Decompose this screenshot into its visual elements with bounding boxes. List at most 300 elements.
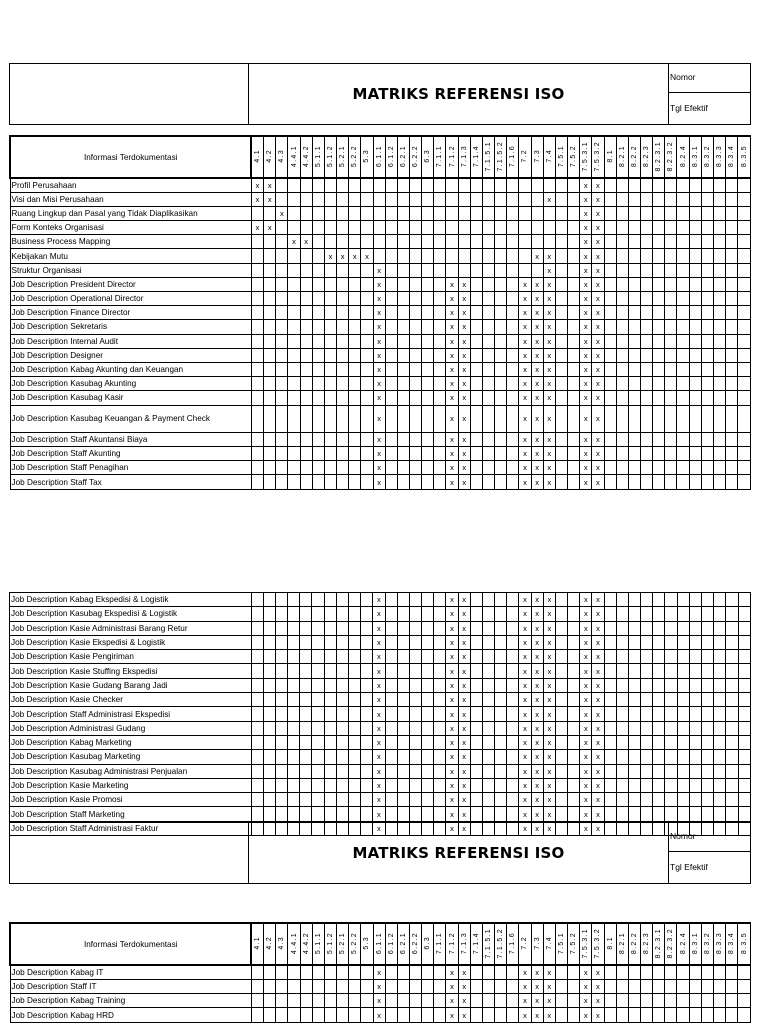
matrix-cell (495, 447, 507, 461)
matrix-cell (275, 635, 287, 649)
matrix-cell (470, 650, 482, 664)
matrix-cell (689, 650, 701, 664)
matrix-cell (336, 678, 348, 692)
matrix-cell (397, 750, 409, 764)
matrix-cell (251, 764, 263, 778)
matrix-cell (300, 334, 312, 348)
matrix-cell (604, 994, 616, 1008)
matrix-cell (312, 461, 324, 475)
matrix-cell (482, 593, 494, 607)
matrix-cell (495, 764, 507, 778)
matrix-cell (738, 391, 751, 405)
matrix-cell (677, 306, 689, 320)
matrix-cell-marked: x (288, 235, 300, 249)
matrix-cell (251, 206, 263, 220)
matrix-cell (519, 206, 531, 220)
iso-clause-label: 6.2.2 (412, 144, 420, 168)
matrix-cell (568, 249, 580, 263)
matrix-cell (640, 362, 652, 376)
matrix-cell (264, 249, 276, 263)
matrix-row (10, 178, 751, 192)
matrix-cell (640, 235, 652, 249)
matrix-cell (519, 178, 531, 192)
matrix-cell (507, 263, 519, 277)
matrix-cell (616, 721, 628, 735)
matrix-cell (555, 707, 567, 721)
matrix-cell (701, 994, 713, 1008)
matrix-cell-marked: x (458, 678, 470, 692)
matrix-cell (251, 965, 263, 979)
matrix-cell-marked: x (458, 721, 470, 735)
matrix-cell (616, 334, 628, 348)
matrix-cell (482, 235, 494, 249)
matrix-cell (470, 793, 482, 807)
document-label: Job Description Kabag Marketing (10, 735, 252, 749)
document-label: Ruang Lingkup dan Pasal yang Tidak Diaplikasikan (10, 206, 251, 220)
matrix-cell (397, 965, 409, 979)
matrix-cell (628, 221, 640, 235)
matrix-cell (701, 650, 713, 664)
matrix-cell (555, 405, 567, 432)
matrix-cell (275, 593, 287, 607)
matrix-cell-marked: x (519, 461, 531, 475)
matrix-cell (689, 1008, 701, 1022)
matrix-cell (482, 292, 494, 306)
matrix-cell (312, 447, 324, 461)
matrix-cell-marked: x (446, 979, 458, 993)
matrix-cell (361, 235, 373, 249)
matrix-cell (677, 721, 689, 735)
matrix-cell (713, 475, 725, 489)
matrix-cell (470, 678, 482, 692)
matrix-cell (349, 391, 361, 405)
matrix-cell (312, 593, 324, 607)
matrix-cell (361, 348, 373, 362)
matrix-cell (665, 721, 677, 735)
matrix-cell (738, 320, 751, 334)
matrix-cell (300, 750, 312, 764)
matrix-cell (276, 447, 288, 461)
iso-clause-header (592, 136, 604, 178)
matrix-cell (726, 362, 738, 376)
matrix-cell (361, 750, 373, 764)
iso-clause-header (264, 923, 276, 965)
matrix-cell-marked: x (373, 693, 385, 707)
matrix-cell (689, 432, 701, 446)
matrix-cell (409, 635, 421, 649)
matrix-cell (349, 377, 361, 391)
matrix-cell (300, 607, 312, 621)
matrix-row (10, 979, 751, 993)
matrix-cell-marked: x (592, 320, 604, 334)
matrix-cell-marked: x (373, 621, 385, 635)
matrix-cell (434, 461, 446, 475)
matrix-cell (677, 607, 689, 621)
matrix-cell (482, 793, 494, 807)
matrix-cell (726, 764, 738, 778)
document-label: Job Description Kabag Training (10, 994, 251, 1008)
matrix-cell (300, 778, 312, 792)
matrix-cell (628, 475, 640, 489)
matrix-cell-marked: x (592, 334, 604, 348)
matrix-cell (495, 263, 507, 277)
matrix-cell (495, 192, 507, 206)
matrix-cell (665, 277, 677, 291)
matrix-cell (653, 391, 665, 405)
matrix-cell (324, 621, 336, 635)
matrix-cell-marked: x (519, 348, 531, 362)
matrix-cell (568, 678, 580, 692)
matrix-cell (422, 391, 434, 405)
matrix-cell (604, 475, 616, 489)
matrix-cell (640, 221, 652, 235)
matrix-cell (689, 461, 701, 475)
matrix-cell (434, 807, 446, 821)
matrix-cell (713, 391, 725, 405)
iso-clause-label: 8.3.1 (691, 931, 699, 955)
matrix-cell (264, 475, 276, 489)
matrix-cell-marked: x (592, 1008, 604, 1022)
matrix-cell (470, 721, 482, 735)
matrix-cell (628, 447, 640, 461)
matrix-row (10, 306, 751, 320)
matrix-cell-marked: x (592, 721, 604, 735)
matrix-cell (251, 778, 263, 792)
matrix-cell (397, 807, 409, 821)
iso-clause-label: 5.2.1 (339, 144, 347, 168)
matrix-cell (385, 362, 397, 376)
matrix-cell (665, 221, 677, 235)
matrix-row (10, 221, 751, 235)
matrix-cell-marked: x (531, 277, 543, 291)
matrix-cell (701, 377, 713, 391)
matrix-cell (276, 263, 288, 277)
iso-clause-label: 7.1.6 (509, 144, 517, 168)
matrix-cell (495, 778, 507, 792)
iso-clause-header (555, 923, 567, 965)
matrix-cell (410, 263, 422, 277)
matrix-cell (458, 206, 470, 220)
matrix-cell-marked: x (531, 432, 543, 446)
iso-clause-header (312, 136, 324, 178)
matrix-cell (434, 391, 446, 405)
matrix-cell-marked: x (373, 277, 385, 291)
matrix-cell (349, 793, 361, 807)
matrix-cell (495, 965, 507, 979)
matrix-cell (434, 447, 446, 461)
matrix-cell (337, 206, 349, 220)
matrix-row (10, 405, 751, 432)
matrix-cell-marked: x (373, 362, 385, 376)
matrix-cell (373, 178, 385, 192)
matrix-cell (276, 461, 288, 475)
matrix-cell (470, 432, 482, 446)
matrix-cell (555, 447, 567, 461)
matrix-cell (701, 192, 713, 206)
matrix-cell (409, 693, 421, 707)
matrix-cell-marked: x (458, 391, 470, 405)
matrix-cell (422, 206, 434, 220)
matrix-cell (251, 621, 263, 635)
matrix-cell (495, 807, 507, 821)
matrix-cell (628, 206, 640, 220)
matrix-cell (677, 793, 689, 807)
matrix-cell-marked: x (300, 235, 312, 249)
matrix-cell-marked: x (592, 821, 604, 835)
matrix-cell (349, 206, 361, 220)
matrix-cell (714, 621, 726, 635)
matrix-cell-marked: x (531, 405, 543, 432)
matrix-cell (264, 405, 276, 432)
matrix-cell (665, 1008, 677, 1022)
matrix-cell (300, 263, 312, 277)
matrix-cell (349, 607, 361, 621)
matrix-cell (628, 678, 640, 692)
matrix-cell (641, 750, 653, 764)
matrix-cell-marked: x (519, 607, 531, 621)
matrix-cell (568, 178, 580, 192)
matrix-cell-marked: x (543, 807, 555, 821)
matrix-cell (337, 235, 349, 249)
iso-clause-label: 7.1.3 (460, 144, 468, 168)
matrix-cell-marked: x (531, 650, 543, 664)
matrix-cell (385, 650, 397, 664)
matrix-cell-marked: x (531, 807, 543, 821)
iso-clause-header (507, 923, 519, 965)
matrix-cell (640, 447, 652, 461)
matrix-cell-marked: x (458, 292, 470, 306)
matrix-cell-marked: x (531, 979, 543, 993)
matrix-cell (434, 405, 446, 432)
matrix-cell (677, 377, 689, 391)
iso-clause-label: 7.5.2 (570, 931, 578, 955)
matrix-cell (288, 793, 300, 807)
matrix-cell (604, 277, 616, 291)
matrix-cell (677, 707, 689, 721)
iso-clause-header (713, 923, 725, 965)
matrix-cell (726, 750, 738, 764)
matrix-cell-marked: x (592, 979, 604, 993)
matrix-cell-marked: x (592, 377, 604, 391)
matrix-cell (701, 263, 713, 277)
matrix-cell (628, 277, 640, 291)
matrix-cell (251, 306, 263, 320)
matrix-cell (300, 664, 312, 678)
matrix-cell-marked: x (458, 362, 470, 376)
matrix-cell (397, 447, 409, 461)
matrix-cell (665, 391, 677, 405)
matrix-cell (665, 377, 677, 391)
matrix-cell (251, 405, 263, 432)
matrix-cell (701, 405, 713, 432)
matrix-cell (409, 807, 421, 821)
matrix-cell (251, 320, 263, 334)
iso-clause-label: 7.2 (521, 936, 529, 950)
matrix-cell (264, 391, 276, 405)
matrix-cell (288, 678, 300, 692)
document-label: Job Description Kasie Administrasi Barang Retur (10, 621, 252, 635)
matrix-cell (312, 807, 324, 821)
matrix-cell (349, 750, 361, 764)
iso-clause-header (276, 923, 288, 965)
matrix-cell (714, 793, 726, 807)
matrix-cell (422, 635, 434, 649)
matrix-cell-marked: x (543, 263, 555, 277)
matrix-cell-marked: x (458, 348, 470, 362)
matrix-cell-marked: x (543, 707, 555, 721)
matrix-cell (738, 1008, 751, 1022)
matrix-cell (726, 707, 738, 721)
matrix-cell (507, 764, 519, 778)
matrix-cell (276, 432, 288, 446)
matrix-cell (361, 721, 373, 735)
matrix-cell (568, 965, 580, 979)
matrix-cell (507, 707, 519, 721)
iso-clause-label: 7.1.1 (436, 144, 444, 168)
matrix-cell (300, 678, 312, 692)
matrix-cell (726, 348, 738, 362)
matrix-cell-marked: x (531, 821, 543, 835)
matrix-cell (616, 994, 628, 1008)
matrix-cell (361, 306, 373, 320)
matrix-cell (349, 277, 361, 291)
matrix-cell (689, 263, 701, 277)
matrix-cell (689, 348, 701, 362)
matrix-cell (604, 979, 616, 993)
matrix-cell-marked: x (446, 807, 458, 821)
matrix-cell (470, 693, 482, 707)
matrix-cell-marked: x (519, 432, 531, 446)
header-block-1 (9, 63, 751, 125)
matrix-cell (288, 664, 300, 678)
matrix-cell (470, 807, 482, 821)
matrix-cell (264, 1008, 276, 1022)
matrix-cell (555, 192, 567, 206)
matrix-cell (653, 635, 665, 649)
iso-clause-header (689, 923, 701, 965)
matrix-cell (568, 778, 580, 792)
matrix-cell (409, 721, 421, 735)
matrix-cell (519, 263, 531, 277)
matrix-cell (336, 621, 348, 635)
matrix-cell (300, 735, 312, 749)
iso-clause-label: 7.5.3.1 (582, 140, 590, 172)
matrix-cell (495, 277, 507, 291)
matrix-cell (689, 593, 701, 607)
matrix-cell-marked: x (324, 249, 336, 263)
matrix-cell (568, 432, 580, 446)
matrix-cell-marked: x (519, 447, 531, 461)
matrix-cell (385, 750, 397, 764)
matrix-cell (701, 807, 713, 821)
matrix-cell (738, 277, 751, 291)
matrix-cell (324, 965, 336, 979)
matrix-cell-marked: x (592, 306, 604, 320)
matrix-cell (495, 635, 507, 649)
matrix-cell (324, 607, 336, 621)
matrix-cell-marked: x (580, 206, 592, 220)
matrix-cell (349, 664, 361, 678)
matrix-cell (276, 348, 288, 362)
matrix-cell (726, 793, 738, 807)
matrix-cell (324, 405, 336, 432)
matrix-cell (251, 263, 263, 277)
matrix-cell (726, 621, 738, 635)
matrix-cell (397, 979, 409, 993)
matrix-cell (470, 778, 482, 792)
document-label: Job Description Kasubag Akunting (10, 377, 251, 391)
matrix-cell (641, 735, 653, 749)
matrix-cell (713, 206, 725, 220)
document-label: Job Description Kasie Pengiriman (10, 650, 252, 664)
matrix-cell (604, 650, 616, 664)
matrix-cell (410, 192, 422, 206)
matrix-cell (555, 965, 567, 979)
matrix-cell (713, 292, 725, 306)
matrix-cell (531, 178, 543, 192)
iso-clause-label: 5.2.2 (351, 931, 359, 955)
matrix-cell (616, 778, 628, 792)
iso-clause-label: 4.1 (254, 149, 262, 163)
matrix-cell (361, 693, 373, 707)
matrix-cell (555, 306, 567, 320)
matrix-cell (604, 593, 616, 607)
matrix-cell (701, 362, 713, 376)
matrix-cell (263, 793, 275, 807)
matrix-cell (543, 178, 555, 192)
matrix-cell (568, 348, 580, 362)
iso-clause-label: 4.4.1 (290, 144, 298, 168)
matrix-cell (312, 994, 324, 1008)
matrix-cell (458, 178, 470, 192)
matrix-cell (604, 778, 616, 792)
matrix-cell-marked: x (373, 750, 385, 764)
matrix-cell (653, 664, 665, 678)
iso-clause-label: 7.3 (533, 936, 541, 950)
matrix-cell-marked: x (580, 447, 592, 461)
matrix-row (10, 650, 751, 664)
matrix-cell (422, 221, 434, 235)
matrix-cell (738, 621, 751, 635)
matrix-cell-marked: x (543, 821, 555, 835)
matrix-cell-marked: x (531, 362, 543, 376)
matrix-cell (507, 362, 519, 376)
iso-clause-label: 8.3.4 (728, 931, 736, 955)
matrix-cell (628, 965, 640, 979)
matrix-cell (312, 235, 324, 249)
matrix-cell (288, 635, 300, 649)
matrix-cell (251, 377, 263, 391)
matrix-cell (312, 650, 324, 664)
matrix-cell (385, 778, 397, 792)
matrix-cell (677, 192, 689, 206)
matrix-cell (410, 475, 422, 489)
matrix-cell-marked: x (458, 432, 470, 446)
matrix-cell (300, 461, 312, 475)
matrix-cell (677, 664, 689, 678)
matrix-cell (422, 778, 434, 792)
matrix-cell-marked: x (531, 707, 543, 721)
matrix-cell (507, 306, 519, 320)
matrix-cell (288, 249, 300, 263)
header-meta (668, 64, 750, 124)
matrix-cell (507, 320, 519, 334)
matrix-cell (677, 593, 689, 607)
matrix-cell (288, 693, 300, 707)
matrix-cell-marked: x (458, 979, 470, 993)
matrix-cell-marked: x (592, 475, 604, 489)
matrix-cell-marked: x (446, 1008, 458, 1022)
